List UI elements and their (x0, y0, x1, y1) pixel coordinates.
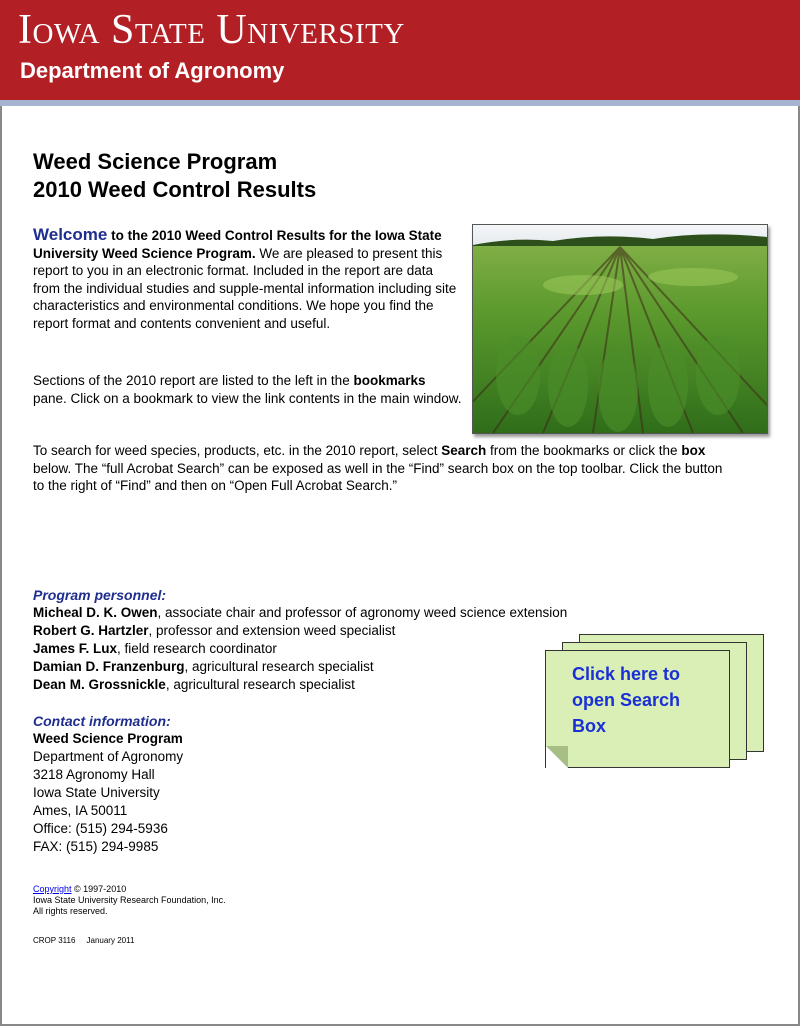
contact-information (33, 712, 183, 856)
page-curl-icon (546, 746, 568, 768)
header-banner (0, 0, 800, 100)
person-role: , agricultural research specialist (165, 677, 355, 692)
person-role: , associate chair and professor of agronomy weed science extension (157, 605, 568, 620)
contact-line: Iowa State University (33, 785, 160, 800)
publication-code: CROP 3116 January 2011 (33, 936, 135, 945)
search-box-label[interactable] (546, 651, 729, 739)
title-line-1: Weed Science Program (33, 149, 278, 174)
copyright-notice (33, 884, 226, 917)
contact-line: Ames, IA 50011 (33, 803, 128, 818)
copyright-org: Iowa State University Research Foundation, Inc. (33, 895, 226, 905)
person-name: Robert G. Hartzler (33, 623, 149, 638)
person-name: James F. Lux (33, 641, 118, 656)
personnel-heading: Program personnel: (33, 587, 167, 603)
search-text-post: below. The “full Acrobat Search” can be exposed as well in the “Find” search box on the top toolbar. Click the button to the right of “Find” and then on “Open Full Acrobat Search.” (33, 460, 723, 493)
search-box-line-1: Click here to (572, 664, 681, 684)
sections-text-pre: Sections of the 2010 report are listed to the left in the (33, 373, 354, 388)
copyright-rights: All rights reserved. (33, 906, 108, 916)
department-name: Department of Agronomy (20, 58, 285, 83)
university-name: Iowa State University (18, 7, 405, 53)
search-box-line-2: open Search (572, 690, 681, 710)
title-line-2: 2010 Weed Control Results (33, 177, 317, 202)
contact-org: Weed Science Program (33, 731, 183, 746)
contact-line: Department of Agronomy (33, 749, 184, 764)
header-stripe (0, 100, 800, 106)
page-title (33, 148, 316, 204)
open-search-box-button[interactable] (545, 630, 775, 770)
search-box-line-3: Box (572, 716, 607, 736)
person-name: Damian D. Franzenburg (33, 659, 185, 674)
contact-phone: Office: (515) 294-5936 (33, 821, 168, 836)
person-role: , field research coordinator (117, 641, 277, 656)
sections-paragraph (33, 372, 463, 407)
soybean-field-photo (472, 224, 768, 434)
contact-fax: FAX: (515) 294-9985 (33, 839, 159, 854)
contact-line: 3218 Agronomy Hall (33, 767, 155, 782)
intro-paragraph (33, 226, 463, 332)
person-row (33, 658, 567, 676)
note-layer-front[interactable] (545, 650, 730, 768)
person-role: , agricultural research specialist (184, 659, 374, 674)
copyright-link[interactable]: Copyright (33, 884, 72, 894)
person-role: , professor and extension weed specialist (148, 623, 396, 638)
copyright-years: © 1997-2010 (71, 884, 127, 894)
person-name: Micheal D. K. Owen (33, 605, 158, 620)
search-paragraph (33, 442, 733, 495)
person-row (33, 640, 567, 658)
intro-bold: to the 2010 Weed Control Results for the Iowa State University Weed Science Program. (33, 228, 442, 261)
person-row (33, 604, 567, 622)
contact-heading: Contact information: (33, 713, 171, 729)
field-illustration (473, 225, 767, 433)
search-text-mid: from the bookmarks or click the (486, 443, 682, 458)
search-text-pre: To search for weed species, products, etc. in the 2010 report, select (33, 443, 442, 458)
person-row (33, 676, 567, 694)
sections-text-post: pane. Click on a bookmark to view the link contents in the main window. (33, 390, 462, 406)
bookmarks-word: bookmarks (353, 373, 426, 388)
intro-text: We are pleased to present this report to you in an electronic format. Included in the report are data from the individual studies and supple-mental information including site characteristics and environmental conditions. We hope you find the report format and contents convenient and useful. (33, 245, 457, 331)
welcome-word: Welcome (33, 225, 108, 244)
person-row (33, 622, 567, 640)
box-word: box (681, 443, 706, 458)
person-name: Dean M. Grossnickle (33, 677, 166, 692)
program-personnel (33, 586, 567, 694)
search-word: Search (441, 443, 487, 458)
